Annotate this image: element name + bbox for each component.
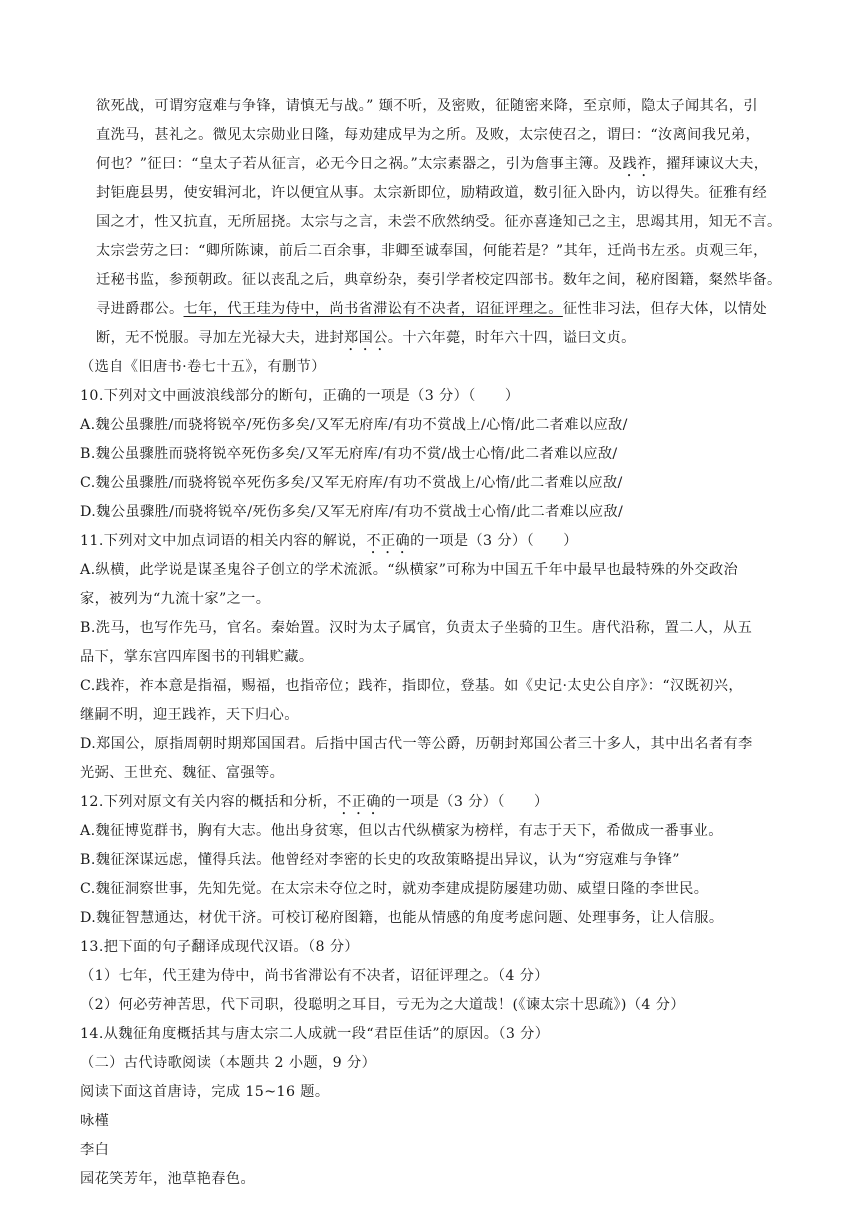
q11-stem-text: 的一项是（3 分）（ ） bbox=[410, 533, 578, 549]
q13-sentence-2: （2）何必劳神苦思，代下司职，役聪明之耳目，亏无为之大道哉！(《谏太宗十思疏》)（4 分） bbox=[80, 997, 685, 1013]
q11-option-d-line2: 光弼、王世充、魏征、富强等。 bbox=[80, 765, 285, 781]
poetry-intro: 阅读下面这首唐诗，完成 15~16 题。 bbox=[80, 1084, 330, 1100]
q11-stem-text: 11.下列对文中加点词语的相关内容的解说， bbox=[80, 533, 367, 549]
q11-option-c-line1: C.践祚，祚本意是指福，赐福，也指帝位；践祚，指即位，登基。如《史记·太史公自序》：“汉既初兴， bbox=[80, 678, 743, 694]
q11-emphasis: 不正确 bbox=[366, 533, 411, 549]
q13-stem: 13.把下面的句子翻译成现代汉语。（8 分） bbox=[80, 939, 359, 955]
q11-option-b-line1: B.洗马，也写作先马，官名。秦始置。汉时为太子属官，负责太子坐骑的卫生。唐代沿称，置二人，从五 bbox=[80, 620, 753, 636]
dotted-term-zhengguogong: 郑国公 bbox=[344, 330, 388, 346]
passage-text: 征性非习法，但存大体，以情处 bbox=[562, 301, 768, 317]
poem-author: 李白 bbox=[80, 1142, 110, 1158]
q12-stem-text: 12.下列对原文有关内容的概括和分析， bbox=[80, 794, 338, 810]
q12-option-a: A.魏征博览群书，胸有大志。他出身贫寒，但以古代纵横家为榜样，有志于天下，希做成一番事业。 bbox=[80, 823, 723, 839]
passage-text: 断，无不悦服。寻加左光禄大夫，进封 bbox=[96, 330, 344, 346]
underlined-sentence: 七年，代王珪为侍中，尚书省滞讼有不决者，诏征评理之。 bbox=[183, 301, 563, 317]
passage-line-1: 欲死战，可谓穷寇难与争锋，请慎无与战。” 颋不听，及密败，征随密来降，至京师，隐太子闻其名，引 bbox=[96, 98, 758, 114]
q11-option-a-line1: A.纵横，此学说是谋圣鬼谷子创立的学术流派。“纵横家”可称为中国五千年中最早也最特殊的外交政治 bbox=[80, 562, 739, 578]
passage-line-2: 直洗马，甚礼之。微见太宗勋业日隆，每劝建成早为之所。及败，太宗使召之，谓曰：“汝离间我兄弟， bbox=[96, 127, 761, 143]
q12-stem bbox=[80, 792, 549, 818]
passage-line-9 bbox=[96, 328, 636, 354]
poem-title: 咏槿 bbox=[80, 1113, 110, 1129]
q10-option-a: A.魏公虽骤胜/而骁将锐卒/死伤多矣/又军无府库/有功不赏战上/心惰/此二者难以应敌/ bbox=[80, 417, 628, 433]
q13-sentence-1: （1）七年，代王建为侍中，尚书省滞讼有不决者，诏征评理之。（4 分） bbox=[80, 968, 549, 984]
passage-text: ，擢拜谏议大夫， bbox=[651, 156, 769, 172]
q11-stem bbox=[80, 531, 578, 557]
q12-option-c: C.魏征洞察世事，先知先觉。在太宗未夺位之时，就劝李建成提防屡建功勋、威望日隆的李世民。 bbox=[80, 881, 709, 897]
passage-line-7: 迁秘书监，参预朝政。征以丧乱之后，典章纷杂，奏引学者校定四部书。数年之间，秘府图籍，粲然毕备。 bbox=[96, 272, 782, 288]
q11-option-b-line2: 品下，掌东宫四库图书的刊辑贮藏。 bbox=[80, 649, 314, 665]
passage-line-6: 太宗尝劳之曰：“卿所陈谏，前后二百余事，非卿至诚奉国，何能若是？”其年，迁尚书左丞。贞观三年， bbox=[96, 243, 768, 259]
passage-text: 何也？”征曰：“皇太子若从征言，必无今日之祸。”太宗素器之，引为詹事主簿。及 bbox=[96, 156, 623, 172]
dotted-term-jianzuo: 践祚 bbox=[622, 156, 652, 172]
q12-option-b: B.魏征深谋远虑，懂得兵法。他曾经对李密的长史的攻敌策略提出异议，认为“穷寇难与争锋” bbox=[80, 852, 680, 868]
passage-line-8 bbox=[96, 299, 767, 319]
passage-line-3 bbox=[96, 154, 768, 180]
q10-stem: 10.下列对文中画波浪线部分的断句，正确的一项是（3 分）（ ） bbox=[80, 388, 520, 404]
q12-stem-text: 的一项是（3 分）（ ） bbox=[380, 794, 549, 810]
passage-source: （选自《旧唐书·卷七十五》，有删节） bbox=[80, 359, 326, 375]
q12-option-d: D.魏征智慧通达，材优干济。可校订秘府图籍，也能从情感的角度考虑问题、处理事务，让人信服。 bbox=[80, 910, 724, 926]
passage-line-4: 封钜鹿县男，使安辑河北，许以便宜从事。太宗新即位，励精政道，数引征入卧内，访以得失。征雅有经 bbox=[96, 185, 768, 201]
q10-option-d: D.魏公虽骤胜/而骁将锐卒/死伤多矣/又军无府库/有功不赏战士心惰/此二者难以应敌/ bbox=[80, 504, 624, 520]
q11-option-a-line2: 家，被列为“九流十家”之一。 bbox=[80, 591, 271, 607]
q14-stem: 14.从魏征角度概括其与唐太宗二人成就一段“君臣佳话”的原因。（3 分） bbox=[80, 1026, 550, 1042]
q10-option-c: C.魏公虽骤胜/而骁将锐卒死伤多矣/又军无府库/有功不赏战上/心惰/此二者难以应敌/ bbox=[80, 475, 623, 491]
passage-text: 。十六年薨，时年六十四，谥曰文贞。 bbox=[387, 330, 636, 346]
passage-line-5: 国之才，性又抗直，无所屈挠。太宗与之言，未尝不欣然纳受。征亦喜逢知己之主，思竭其用，知无不言。 bbox=[96, 214, 782, 230]
q10-option-b: B.魏公虽骤胜而骁将锐卒死伤多矣/又军无府库/有功不赏/战士心惰/此二者难以应敌/ bbox=[80, 446, 618, 462]
poetry-section-heading: （二）古代诗歌阅读（本题共 2 小题，9 分） bbox=[80, 1055, 377, 1071]
poem-line-1: 园花笑芳年，池草艳春色。 bbox=[80, 1171, 256, 1187]
q11-option-c-line2: 继嗣不明，迎王践祚，天下归心。 bbox=[80, 707, 299, 723]
passage-text: 寻进爵郡公。 bbox=[96, 301, 184, 317]
q11-option-d-line1: D.郑国公，原指周朝时期郑国国君。后指中国古代一等公爵，历朝封郑国公者三十多人，其中出名者有李 bbox=[80, 736, 753, 752]
q12-emphasis: 不正确 bbox=[337, 794, 381, 810]
